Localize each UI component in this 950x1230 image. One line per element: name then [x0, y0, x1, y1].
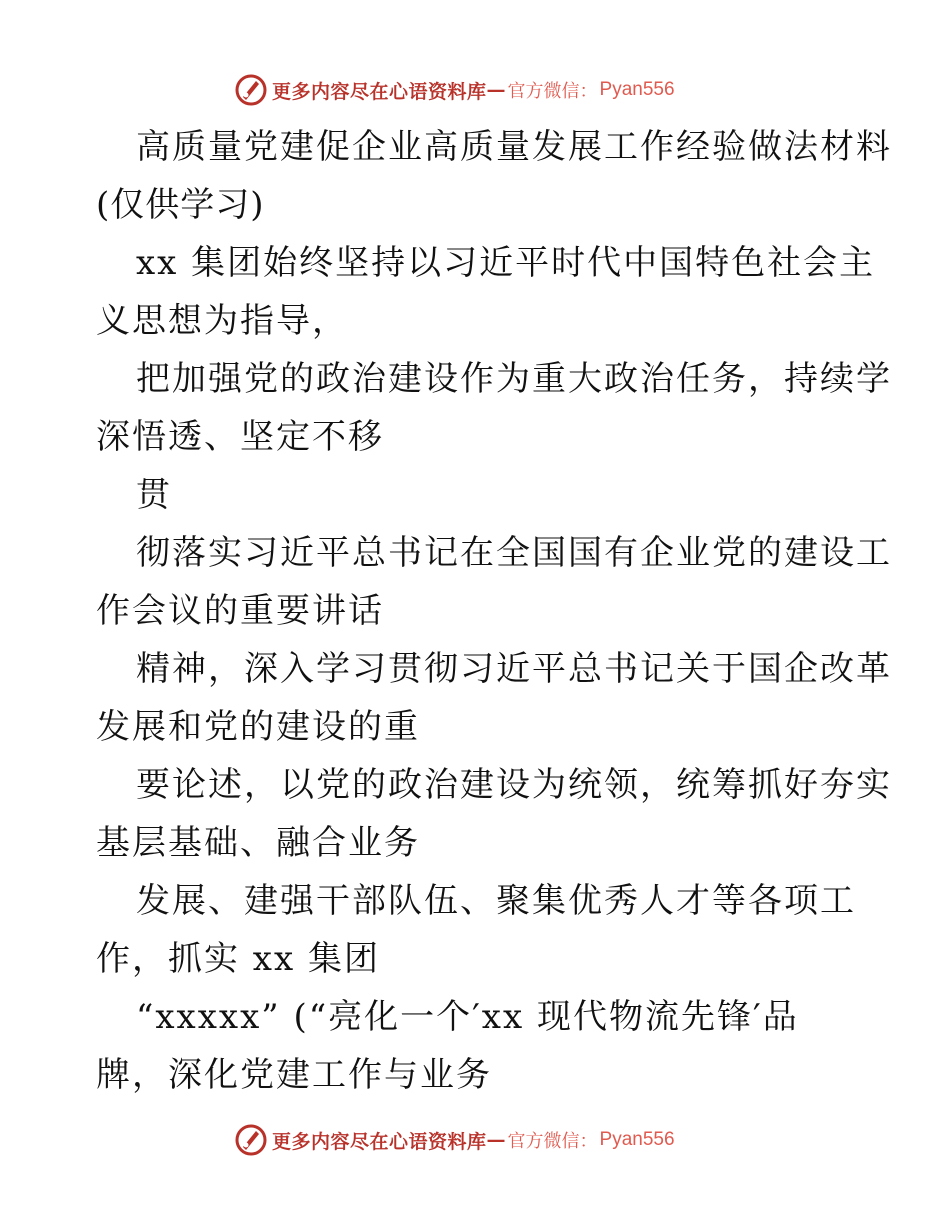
footer-watermark: [234, 1120, 675, 1160]
watermark-official-label: 官方微信：: [507, 1131, 598, 1152]
quill-circle-logo-icon: [234, 73, 268, 107]
document-line: 精神，深入学习贯彻习近平总书记关于国企改革: [136, 649, 892, 689]
document-line: 发展和党的建设的重: [96, 707, 420, 747]
document-line: xx 集团始终坚持以习近平时代中国特色社会主: [136, 243, 876, 283]
document-line: 基层基础、融合业务: [96, 823, 420, 863]
document-line: (仅供学习): [96, 185, 265, 225]
watermark-wechat-id: Pyan556: [599, 1129, 675, 1150]
document-line: 作，抓实 xx 集团: [96, 939, 380, 979]
document-line: 发展、建强干部队伍、聚集优秀人才等各项工: [136, 881, 856, 921]
watermark-dash: —: [486, 79, 506, 101]
document-line: 把加强党的政治建设作为重大政治任务，持续学: [136, 359, 892, 399]
header-watermark: [234, 70, 675, 110]
document-line: 义思想为指导，: [96, 301, 348, 341]
watermark-text: 更多内容尽在心语资料库: [272, 1130, 487, 1153]
document-body: [96, 118, 892, 1104]
document-line: “xxxxx” (“亮化一个′xx 现代物流先锋′品: [136, 997, 799, 1037]
document-line: 彻落实习近平总书记在全国国有企业党的建设工: [136, 533, 892, 573]
watermark-text: 更多内容尽在心语资料库: [272, 80, 487, 103]
document-line: 贯: [136, 475, 172, 515]
document-line: 牌，深化党建工作与业务: [96, 1055, 492, 1095]
document-line: 要论述，以党的政治建设为统领，统筹抓好夯实: [136, 765, 892, 805]
watermark-wechat-id: Pyan556: [599, 79, 675, 100]
quill-circle-logo-icon: [234, 1123, 268, 1157]
watermark-official-label: 官方微信：: [507, 81, 598, 102]
watermark-dash: —: [486, 1129, 506, 1151]
document-line: 深悟透、坚定不移: [96, 417, 384, 457]
document-title: 高质量党建促企业高质量发展工作经验做法材料: [136, 127, 892, 167]
document-line: 作会议的重要讲话: [96, 591, 384, 631]
